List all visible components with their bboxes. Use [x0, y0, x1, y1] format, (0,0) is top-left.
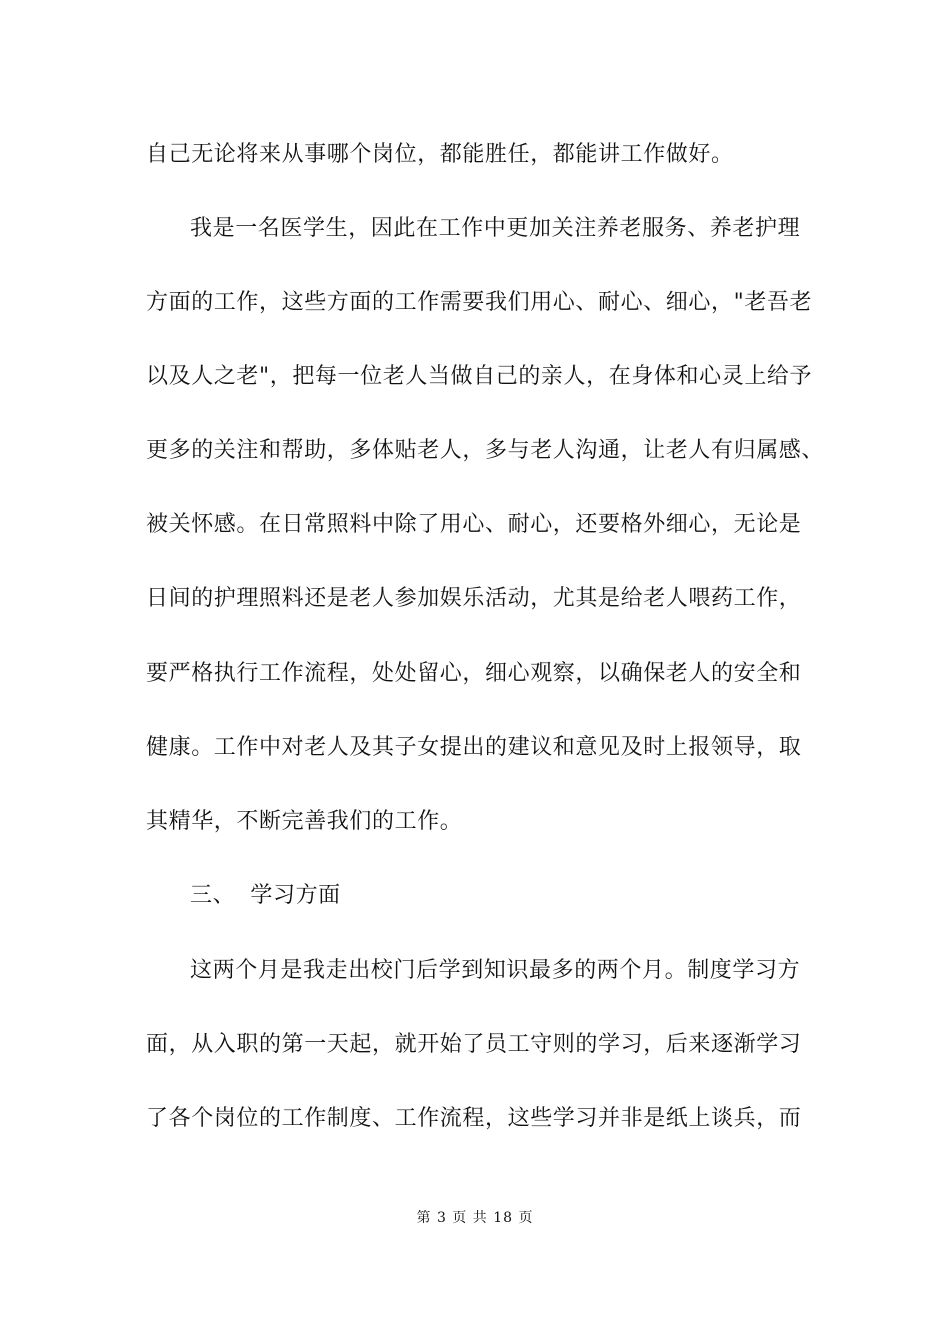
paragraph-line: 了各个岗位的工作制度、工作流程，这些学习并非是纸上谈兵，而: [146, 1106, 802, 1131]
paragraph-line: 更多的关注和帮助，多体贴老人，多与老人沟通，让老人有归属感、: [146, 438, 825, 463]
paragraph-line: 自己无论将来从事哪个岗位，都能胜任，都能讲工作做好。: [146, 142, 734, 167]
section-heading: 三、 学习方面: [190, 883, 341, 908]
paragraph-line: 以及人之老"，把每一位老人当做自己的亲人，在身体和心灵上给予: [146, 364, 813, 389]
paragraph-line: 健康。工作中对老人及其子女提出的建议和意见及时上报领导，取: [146, 735, 802, 760]
paragraph-line: 日间的护理照料还是老人参加娱乐活动，尤其是给老人喂药工作，: [146, 586, 802, 611]
paragraph-line: 要严格执行工作流程，处处留心，细心观察，以确保老人的安全和: [146, 661, 802, 686]
paragraph-line: 这两个月是我走出校门后学到知识最多的两个月。制度学习方: [190, 958, 801, 983]
paragraph-line: 方面的工作，这些方面的工作需要我们用心、耐心、细心，"老吾老: [146, 290, 813, 315]
paragraph-line: 面，从入职的第一天起，就开始了员工守则的学习，后来逐渐学习: [146, 1032, 802, 1057]
paragraph-line: 我是一名医学生，因此在工作中更加关注养老服务、养老护理: [190, 216, 801, 241]
paragraph-line: 其精华，不断完善我们的工作。: [146, 809, 463, 834]
page-number-footer: 第 3 页 共 18 页: [416, 1210, 534, 1226]
paragraph-line: 被关怀感。在日常照料中除了用心、耐心，还要格外细心，无论是: [146, 512, 802, 537]
